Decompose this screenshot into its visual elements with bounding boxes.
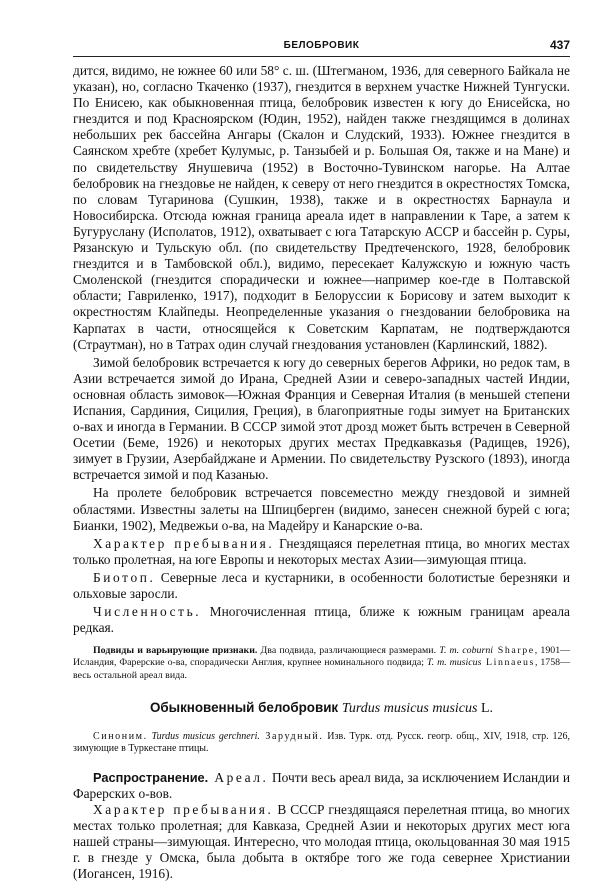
subspecies-note — [73, 645, 570, 682]
biotope-text: Северные леса и кустарники, в особенности болотистые березняки и ольховые заросли. — [73, 569, 570, 601]
distribution-text: Почти весь ареал вида, за исключением Исландии и Фарерских о-вов. — [73, 769, 570, 801]
distribution-paragraph — [73, 770, 570, 802]
running-head — [73, 38, 570, 57]
paragraph-migration: На пролете белобровик встречается повсеместно между гнездовой и зимней областями. Известны залеты на Шпицберген (видимо, занесен снежной бурей с юга; Бианки, 1902), Медвежьи о-ва, на Мадейру и Канарские о-ва. — [73, 485, 570, 533]
biotope-label: Биотоп. — [93, 569, 156, 585]
paragraph-biotope — [73, 570, 570, 602]
residence-label: Характер пребывания. — [93, 535, 275, 551]
subspecies-heading — [73, 700, 570, 717]
note-taxon: T. m. coburni — [439, 645, 494, 657]
abundance-text: Многочисленная птица, ближе к южным границам ареала редкая. — [73, 604, 570, 636]
note-lead: Подвиды и варьирующие признаки. — [93, 645, 258, 657]
note-taxon: T. m. musicus — [426, 657, 482, 669]
abundance-label: Численность. — [93, 604, 202, 620]
subheading-prefix: Обыкновенный белобровик — [149, 699, 342, 715]
page-number: 437 — [549, 38, 570, 52]
synonym-label: Синоним. — [93, 730, 148, 742]
synonym-text: Изв. Турк. отд. Русск. геогр. общ., XIV, 1918, стр. 126, зимующие в Туркестане птицы. — [73, 730, 570, 755]
paragraph-range-breeding: дится, видимо, не южнее 60 или 58° с. ш. (Штегманом, 1936, для северного Байкала не указан), но, согласно Ткаченко (1937), гнездится в верхнем участке Нижней Тунгуски. По Енисею, как обыкновенная птица, белобровик известен к югу до Енисейска, но гнездится и под Красноярском (Юдин, 1952), найден также гнездящимся в долинах небольших рек бассейна Ангары (Скалон и Слудский, 1933). Южнее гнездится в Саянском хребте (хребет Кулумыс, р. Танзыбей и р. Большая Оя, также и на Мане) и по свидетельству Янушевича (1952) в Восточно-Тувинском нагорье. На Алтае белобровик на гнездовье не найден, к северу от него гнездится в окрестностях Томска, по словам Тугаринова (Сушкин, 1938), также и в окрестностях Барнаула и Новосибирска. Отсюда южная граница ареала идет в направлении к Таре, а затем к Бугуруслану (Исполатов, 1912), охватывает с юга Татарскую АССР и бассейн р. Суры, Рязанскую и Тульскую обл. (по свидетельству Предтеченского, 1928, белобровик гнездится и в Тамбовской обл.), видимо, пересекает Калужскую и южную часть Смоленской (гнездится спорадически и южнее—например кое-где в Полтавской области; Гавриленко, 1917), подходит в Белоруссии к Борисову и затем выходит к окрестностям Клайпеды. Неопределенные указания о гнездовании белобровика на Карпатах в части, относящейся к Советским Карпатам, не подтверждаются (Страутман), но в Татрах один случай гнездования установлен (Карлинский, 1882). — [73, 63, 570, 352]
residence-paragraph — [73, 802, 570, 882]
main-text — [73, 63, 570, 636]
residence-label-2: Характер пребывания. — [93, 801, 274, 817]
page — [73, 38, 570, 882]
synonym-author: Зарудный. — [259, 730, 324, 742]
residence-text-2: В СССР гнездящаяся перелетная птица, во многих местах только пролетная; для Кавказа, Средней Азии и некоторых других мест юга нашей страны—зимующая. Интересно, что молодая птица, окольцованная 30 мая 1915 г. в гнезде у Омска, была добыта в октябре того же года севернее Христиании (Иогансен, 1916). — [73, 801, 570, 882]
note-text: , 1901—Исландия, Фарерские о-ва, спорадически Англия, крупнее номинального подвида; — [73, 645, 571, 669]
distribution-label: Ареал. — [208, 769, 269, 785]
paragraph-residence — [73, 536, 570, 568]
paragraph-wintering: Зимой белобровик встречается к югу до северных берегов Африки, но редок там, в Азии встречается зимой до Ирана, Средней Азии и северо-западных частей Индии, основная область зимовок—Южная Франция и Северная Италия (в меньшей степени Испания, Сардиния, Сицилия, Греция), в благоприятные годы зимует на Британских о-вах и иногда в Германии. В СССР зимой этот дрозд может быть встречен в Северной Осетии (Беме, 1926) и некоторых других местах Предкавказья (Радищев, 1926), зимует в Грузии, Азербайджане и Армении. По свидетельству Рузского (1893), иногда встречается зимой и под Казанью. — [73, 354, 570, 483]
synonym-entry — [73, 731, 570, 756]
note-author: Linnaeus — [481, 657, 535, 669]
subspecies-section — [73, 770, 570, 883]
residence-text: Гнездящаяся перелетная птица, во многих местах только пролетная, на юге Европы и некоторых местах Азии—зимующая птица. — [73, 535, 570, 567]
note-text: , 1758—весь остальной ареал вида. — [73, 657, 570, 681]
note-author: Sharpe — [493, 645, 535, 657]
note-text: Два подвида, различающиеся размерами. — [257, 645, 440, 657]
synonym-taxon: Turdus musicus gerchneri. — [147, 730, 260, 742]
subheading-author: L. — [477, 700, 494, 716]
distribution-lead: Распространение. — [93, 769, 209, 785]
paragraph-abundance — [73, 604, 570, 636]
running-head-title: БЕЛОБРОВИК — [283, 40, 360, 51]
subheading-taxon: Turdus musicus musicus — [341, 700, 478, 716]
